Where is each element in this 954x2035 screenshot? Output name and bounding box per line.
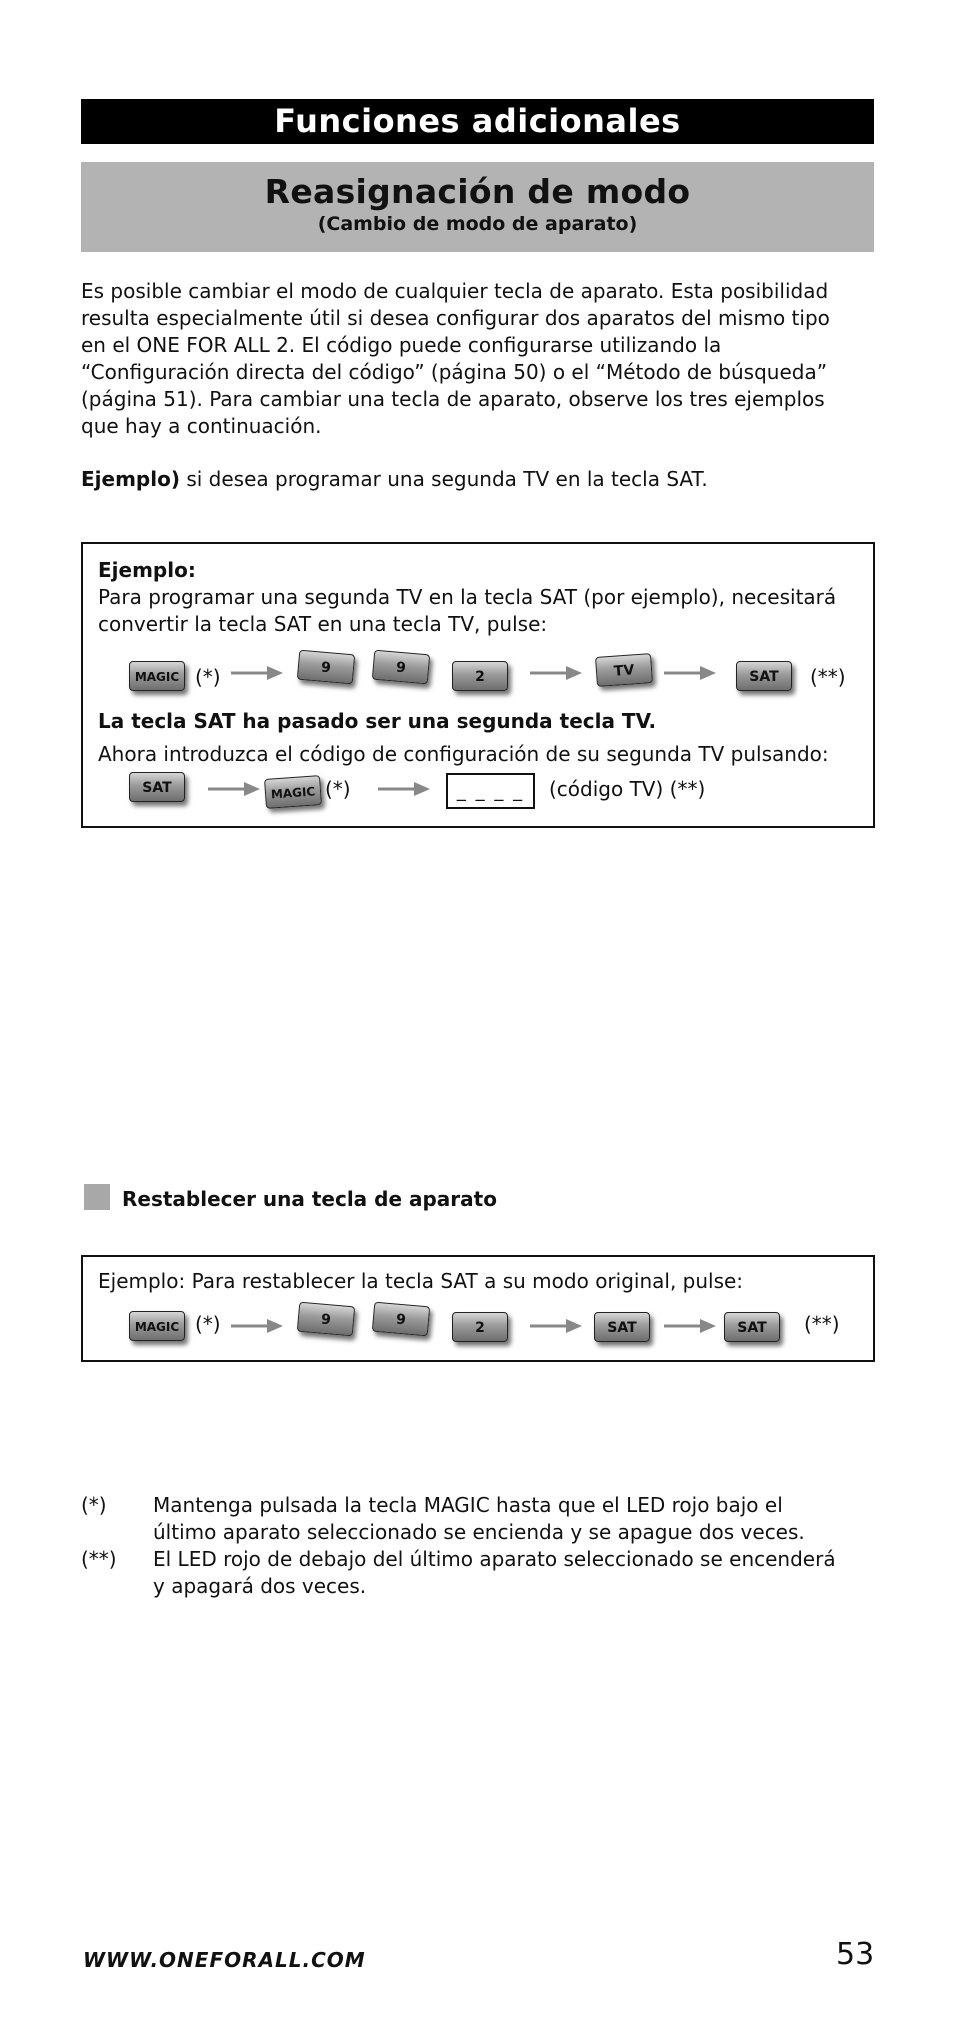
box1-bold-line: La tecla SAT ha pasado ser una segunda tecla TV. bbox=[98, 709, 657, 733]
section-title: Reasignación de modo bbox=[264, 172, 691, 211]
star-note: (*) bbox=[195, 665, 221, 689]
footnote-line: Mantenga pulsada la tecla MAGIC hasta que el LED rojo bajo el bbox=[153, 1493, 783, 1517]
example-label: Ejemplo) bbox=[81, 467, 180, 491]
box1-line3: Ahora introduzca el código de configuración de su segunda TV pulsando: bbox=[98, 742, 829, 766]
sat-key: SAT bbox=[129, 772, 185, 802]
box2-line1: Ejemplo: Para restablecer la tecla SAT a su modo original, pulse: bbox=[98, 1269, 744, 1293]
arrow-right-icon bbox=[664, 664, 716, 682]
section-subtitle: (Cambio de modo de aparato) bbox=[317, 213, 638, 235]
magic-key: MAGIC bbox=[129, 661, 185, 691]
arrow-right-icon bbox=[231, 1317, 283, 1335]
code-label: (código TV) (**) bbox=[549, 777, 706, 801]
key-9: 9 bbox=[372, 650, 430, 685]
footnote-line: y apagará dos veces. bbox=[153, 1574, 367, 1598]
key-9: 9 bbox=[372, 1302, 430, 1337]
arrow-right-icon bbox=[231, 664, 283, 682]
magic-key: MAGIC bbox=[264, 775, 322, 809]
arrow-right-icon bbox=[530, 1317, 582, 1335]
section-header bbox=[81, 162, 874, 252]
arrow-right-icon bbox=[208, 780, 260, 798]
arrow-right-icon bbox=[378, 780, 430, 798]
star-note: (*) bbox=[325, 777, 351, 801]
sat-key: SAT bbox=[594, 1312, 650, 1342]
intro-paragraph bbox=[81, 278, 881, 440]
reset-section-title: Restablecer una tecla de aparato bbox=[122, 1187, 497, 1211]
box1-heading: Ejemplo: bbox=[98, 558, 196, 582]
footnote-line: El LED rojo de debajo del último aparato seleccionado se encenderá bbox=[153, 1547, 836, 1571]
example-line bbox=[81, 466, 708, 493]
tv-key: TV bbox=[595, 653, 653, 687]
example-text: si desea programar una segunda TV en la tecla SAT. bbox=[179, 467, 708, 491]
star-note: (*) bbox=[195, 1312, 221, 1336]
double-star-note: (**) bbox=[804, 1312, 840, 1336]
sat-key: SAT bbox=[736, 661, 792, 691]
box1-line2: convertir la tecla SAT en una tecla TV, pulse: bbox=[98, 612, 548, 636]
website-url: WWW.ONEFORALL.COM bbox=[83, 1948, 366, 1972]
code-entry-box: _ _ _ _ bbox=[446, 773, 535, 809]
arrow-right-icon bbox=[530, 664, 582, 682]
key-9: 9 bbox=[297, 1302, 355, 1337]
intro-line: en el ONE FOR ALL 2. El código puede configurarse utilizando la bbox=[81, 333, 722, 357]
footnote-mark: (*) bbox=[81, 1493, 107, 1517]
square-bullet-icon bbox=[84, 1184, 110, 1210]
page-number: 53 bbox=[836, 1937, 875, 1972]
intro-line: Es posible cambiar el modo de cualquier tecla de aparato. Esta posibilidad bbox=[81, 279, 829, 303]
footnote-line: último aparato seleccionado se encienda y se apague dos veces. bbox=[153, 1520, 805, 1544]
key-9: 9 bbox=[297, 650, 355, 685]
double-star-note: (**) bbox=[810, 665, 846, 689]
intro-line: “Configuración directa del código” (página 50) o el “Método de búsqueda” bbox=[81, 360, 828, 384]
sat-key: SAT bbox=[724, 1312, 780, 1342]
intro-line: resulta especialmente útil si desea configurar dos aparatos del mismo tipo bbox=[81, 306, 830, 330]
arrow-right-icon bbox=[664, 1317, 716, 1335]
page-header: Funciones adicionales bbox=[81, 99, 874, 144]
footnote-mark: (**) bbox=[81, 1547, 117, 1571]
box1-line1: Para programar una segunda TV en la tecla SAT (por ejemplo), necesitará bbox=[98, 585, 837, 609]
key-2: 2 bbox=[452, 1312, 508, 1342]
intro-line: que hay a continuación. bbox=[81, 414, 322, 438]
magic-key: MAGIC bbox=[129, 1311, 185, 1341]
intro-line: (página 51). Para cambiar una tecla de aparato, observe los tres ejemplos bbox=[81, 387, 825, 411]
key-2: 2 bbox=[452, 661, 508, 691]
